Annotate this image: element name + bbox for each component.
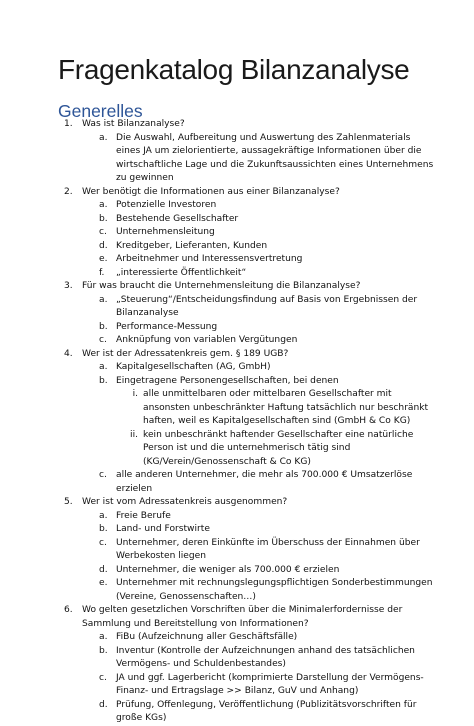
answer-text: Performance-Messung: [116, 321, 218, 332]
answer-letter: a.: [99, 200, 108, 210]
answer-letter: d.: [99, 699, 108, 710]
answer-text: FiBu (Aufzeichnung aller Geschäftsfälle): [116, 632, 298, 642]
question-text: Wer benötigt die Informationen aus einer Bilanzanalyse?: [82, 186, 340, 197]
sub-answer-item: [0, 429, 474, 470]
answer-letter: d.: [99, 564, 108, 575]
answer-letter: a.: [99, 510, 108, 521]
answer-text: Eingetragene Personengesellschaften, bei denen: [116, 375, 339, 386]
answer-letter: b.: [99, 321, 108, 332]
question-number: 1.: [64, 119, 73, 129]
answer-item: [0, 523, 474, 537]
answer-letter: c.: [99, 537, 107, 548]
question-number: 4.: [64, 348, 73, 359]
answer-text: Unternehmer, die weniger als 700.000 € erzielen: [116, 564, 340, 575]
answer-text: „Steuerung“/Entscheidungsfindung auf Basis von Ergebnissen der Bilanzanalyse: [116, 294, 418, 318]
sub-answer-numeral: ii.: [130, 429, 138, 440]
answer-item: [0, 213, 474, 227]
answer-item: [0, 199, 474, 213]
answer-letter: e.: [99, 578, 108, 588]
question-item: [0, 496, 474, 510]
answer-letter: c.: [99, 335, 107, 345]
answer-text: Unternehmensleitung: [116, 227, 215, 237]
answer-item: [0, 469, 474, 496]
answer-letter: c.: [99, 672, 107, 683]
answer-letter: a.: [99, 362, 108, 372]
answer-item: [0, 631, 474, 645]
answer-letter: c.: [99, 470, 107, 480]
answer-letter: a.: [99, 632, 108, 642]
question-item: [0, 280, 474, 294]
answer-text: Arbeitnehmer und Interessensvertretung: [116, 254, 303, 264]
answer-text: JA und ggf. Lagerbericht (komprimierte Darstellung der Vermögens- Finanz- und Ertragslage >> Bilanz, GuV und Anhang): [116, 672, 424, 696]
answer-item: [0, 321, 474, 335]
question-text: Wer ist der Adressatenkreis gem. § 189 UGB?: [82, 348, 289, 359]
answer-item: [0, 294, 474, 321]
question-number: 2.: [64, 186, 73, 197]
question-list: [0, 118, 474, 726]
answer-item: [0, 375, 474, 389]
question-text: Wo gelten gesetzlichen Vorschriften über die Minimalerfordernisse der Sammlung und Bereitstellung von Informationen?: [82, 605, 403, 629]
sub-answer-numeral: i.: [132, 389, 138, 399]
question-number: 5.: [64, 497, 73, 507]
answer-item: [0, 537, 474, 564]
question-item: [0, 348, 474, 362]
question-item: [0, 118, 474, 132]
answer-text: Inventur (Kontrolle der Aufzeichnungen anhand des tatsächlichen Vermögens- und Schuldenbestandes): [116, 645, 415, 669]
answer-text: alle anderen Unternehmer, die mehr als 700.000 € Umsatzerlöse erzielen: [116, 470, 413, 494]
section-heading: Generelles: [58, 101, 143, 121]
answer-letter: d.: [99, 240, 108, 251]
answer-letter: b.: [99, 524, 108, 534]
question-number: 6.: [64, 605, 73, 615]
answer-letter: f.: [99, 267, 105, 278]
answer-text: Unternehmer mit rechnungslegungspflichtigen Sonderbestimmungen (Vereine, Genossenschaften…): [116, 578, 433, 602]
answer-letter: b.: [99, 375, 108, 386]
answer-text: Land- und Forstwirte: [116, 524, 210, 534]
answer-text: Unternehmer, deren Einkünfte im Überschuss der Einnahmen über Werbekosten liegen: [116, 537, 420, 561]
answer-text: Prüfung, Offenlegung, Veröffentlichung (Publizitätsvorschriften für große KGs): [116, 699, 417, 723]
answer-item: [0, 699, 474, 726]
question-text: Wer ist vom Adressatenkreis ausgenommen?: [82, 497, 288, 507]
question-item: [0, 186, 474, 200]
answer-text: „interessierte Öffentlichkeit“: [116, 267, 247, 278]
answer-text: Die Auswahl, Aufbereitung und Auswertung des Zahlenmaterials eines JA um zielorientierte, aussagekräftige Informationen über die wirtschaftliche Lage und die Zukunftsaussichten eines Unternehmens zu gewinnen: [116, 132, 434, 183]
answer-text: Kreditgeber, Lieferanten, Kunden: [116, 240, 268, 251]
sub-answer-item: [0, 388, 474, 429]
sub-answer-text: kein unbeschränkt haftender Gesellschafter eine natürliche Person ist und die unternehmerisch tätig sind (KG/Verein/Genossenschaft & Co KG): [143, 429, 414, 467]
answer-letter: b.: [99, 645, 108, 656]
answer-item: [0, 226, 474, 240]
answer-text: Anknüpfung von variablen Vergütungen: [116, 335, 298, 345]
answer-letter: c.: [99, 227, 107, 237]
answer-text: Kapitalgesellschaften (AG, GmbH): [116, 362, 271, 372]
answer-item: [0, 577, 474, 604]
answer-letter: b.: [99, 213, 108, 224]
answer-text: Bestehende Gesellschafter: [116, 213, 239, 224]
answer-item: [0, 267, 474, 281]
answer-item: [0, 253, 474, 267]
answer-letter: a.: [99, 132, 108, 143]
answer-text: Potenzielle Investoren: [116, 200, 217, 210]
answer-item: [0, 132, 474, 186]
answer-item: [0, 645, 474, 672]
page-title: Fragenkatalog Bilanzanalyse: [58, 54, 410, 85]
question-text: Was ist Bilanzanalyse?: [82, 119, 185, 129]
answer-item: [0, 510, 474, 524]
question-text: Für was braucht die Unternehmensleitung die Bilanzanalyse?: [82, 281, 361, 291]
answer-item: [0, 672, 474, 699]
answer-letter: e.: [99, 254, 108, 264]
answer-item: [0, 361, 474, 375]
sub-answer-text: alle unmittelbaren oder mittelbaren Gesellschafter mit ansonsten unbeschränkter Haftung tatsächlich nur beschränkt haften, weil es Kapitalgesellschaften sind (GmbH & Co KG): [143, 389, 429, 426]
answer-text: Freie Berufe: [116, 510, 171, 521]
question-item: [0, 604, 474, 631]
answer-item: [0, 334, 474, 348]
answer-item: [0, 564, 474, 578]
answer-letter: a.: [99, 294, 108, 305]
answer-item: [0, 240, 474, 254]
question-number: 3.: [64, 281, 73, 291]
